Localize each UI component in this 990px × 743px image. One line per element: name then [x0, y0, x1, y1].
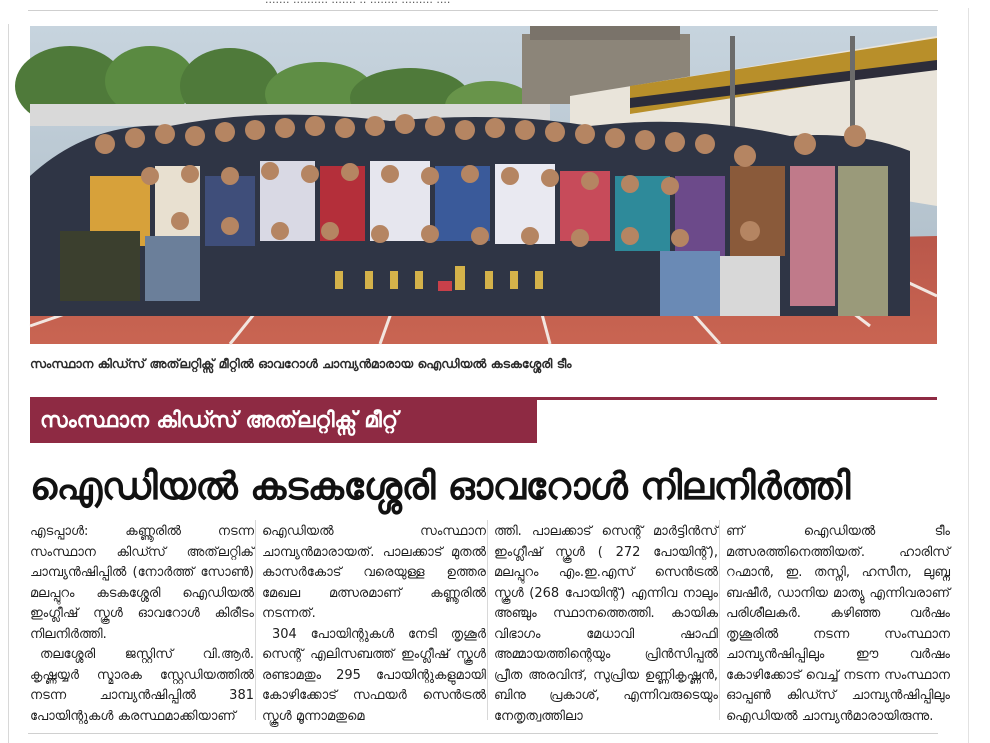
team-photo — [30, 26, 937, 344]
column-divider — [719, 520, 720, 720]
bottom-divider — [28, 733, 938, 734]
paragraph: ഐഡിയൽ സംസ്ഥാന ചാമ്പ്യൻമാരായത്. പാലക്കാട് മുതൽ കാസർകോട് വരെയുള്ള ഉത്തര മേഖല മത്സരമാണ് കണ്ണൂരിൽ നടന്നത്. — [262, 524, 486, 621]
article-column-4 — [726, 522, 950, 722]
column-divider — [487, 520, 488, 720]
headline: ഐഡിയൽ കടകശ്ശേരി ഓവറോൾ നിലനിർത്തി — [30, 464, 850, 508]
article-column-3 — [494, 522, 718, 722]
paragraph: ത്തി. പാലക്കാട് സെന്റ് മാർട്ടിൻസ് ഇംഗ്ലീഷ് സ്കൂൾ ( 272 പോയിന്റ്), മലപ്പുറം എം.ഇ.എസ് സെൻട്രൽ സ്കൂൾ (268 പോയിന്റ്) എന്നിവ നാലും അഞ്ചും സ്ഥാനത്തെത്തി. കായിക വിഭാഗം മേധാവി ഷാഫി അമ്മായത്തിന്റെയും പ്രിൻസിപ്പൽ പ്രീത അരവിന്ദ്, സുപ്രിയ ഉണ്ണികൃഷ്ണൻ, ബിനു പ്രകാശ്, എന്നിവരുടെയും നേതൃത്വത്തിലാ — [494, 524, 718, 724]
paragraph: തലശ്ശേരി ജസ്റ്റിസ് വി.ആർ. കൃഷ്ണയ്യർ സ്മാരക സ്റ്റേഡിയത്തിൽ നടന്ന ചാമ്പ്യൻഷിപ്പിൽ 381 പോയിന്റുകൾ കരസ്ഥമാക്കിയാണ് — [30, 647, 254, 724]
article-column-2 — [262, 522, 486, 722]
previous-article-fragment — [0, 0, 990, 8]
paragraph: 304 പോയിന്റുകൾ നേടി തൃശൂർ സെന്റ് എലിസബത്ത് ഇംഗ്ലീഷ് സ്കൂൾ രണ്ടാമതും 295 പോയിന്റുകളുമായി കോഴിക്കോട് സഫയർ സെൻട്രൽ സ്കൂൾ മൂന്നാമതുമെ — [262, 626, 486, 724]
left-margin-rule — [8, 24, 9, 743]
paragraph: എടപ്പാൾ: കണ്ണൂരിൽ നടന്ന സംസ്ഥാന കിഡ്സ് അത്‌ലറ്റിക് ചാമ്പ്യൻഷിപ്പിൽ (നോർത്ത് സോൺ) മലപ്പുറം കടകശ്ശേരി ഐഡിയൽ ഇംഗ്ലീഷ് സ്കൂൾ ഓവറോൾ കിരീടം നിലനിർത്തി. — [30, 524, 254, 642]
right-margin-rule — [968, 8, 969, 743]
photo-caption: സംസ്ഥാന കിഡ്സ് അത്‌ലറ്റിക്സ് മീറ്റിൽ ഓവറോൾ ചാമ്പ്യൻമാരായ ഐഡിയൽ കടകശ്ശേരി ടീം — [30, 356, 572, 371]
paragraph: ണ് ഐഡിയൽ ടീം മത്സരത്തിനെത്തിയത്. ഹാരിസ് റഹ്മാൻ, ഇ. തസ്നി, ഹസീന, ലുബ്ന ബഷീർ, ഡാനിയ മാത്യു എന്നിവരാണ് പരിശീലകർ. കഴിഞ്ഞ വർഷം തൃശൂരിൽ നടന്ന സംസ്ഥാന ചാമ്പ്യൻഷിപ്പിലും ഈ വർഷം കോഴിക്കോട് വെച്ച് നടന്ന സംസ്ഥാന ഓപ്പൺ കിഡ്സ് ചാമ്പ്യൻഷിപ്പിലും ഐഡിയൽ ചാമ്പ്യൻമാരായിരുന്നു. — [726, 524, 950, 724]
column-divider — [255, 520, 256, 720]
athletes-group — [30, 114, 910, 316]
article-column-1 — [30, 522, 254, 722]
top-divider — [28, 10, 938, 11]
kicker-label: സംസ്ഥാന കിഡ്സ് അത്‌ലറ്റിക്സ് മീറ്റ് — [30, 399, 537, 443]
